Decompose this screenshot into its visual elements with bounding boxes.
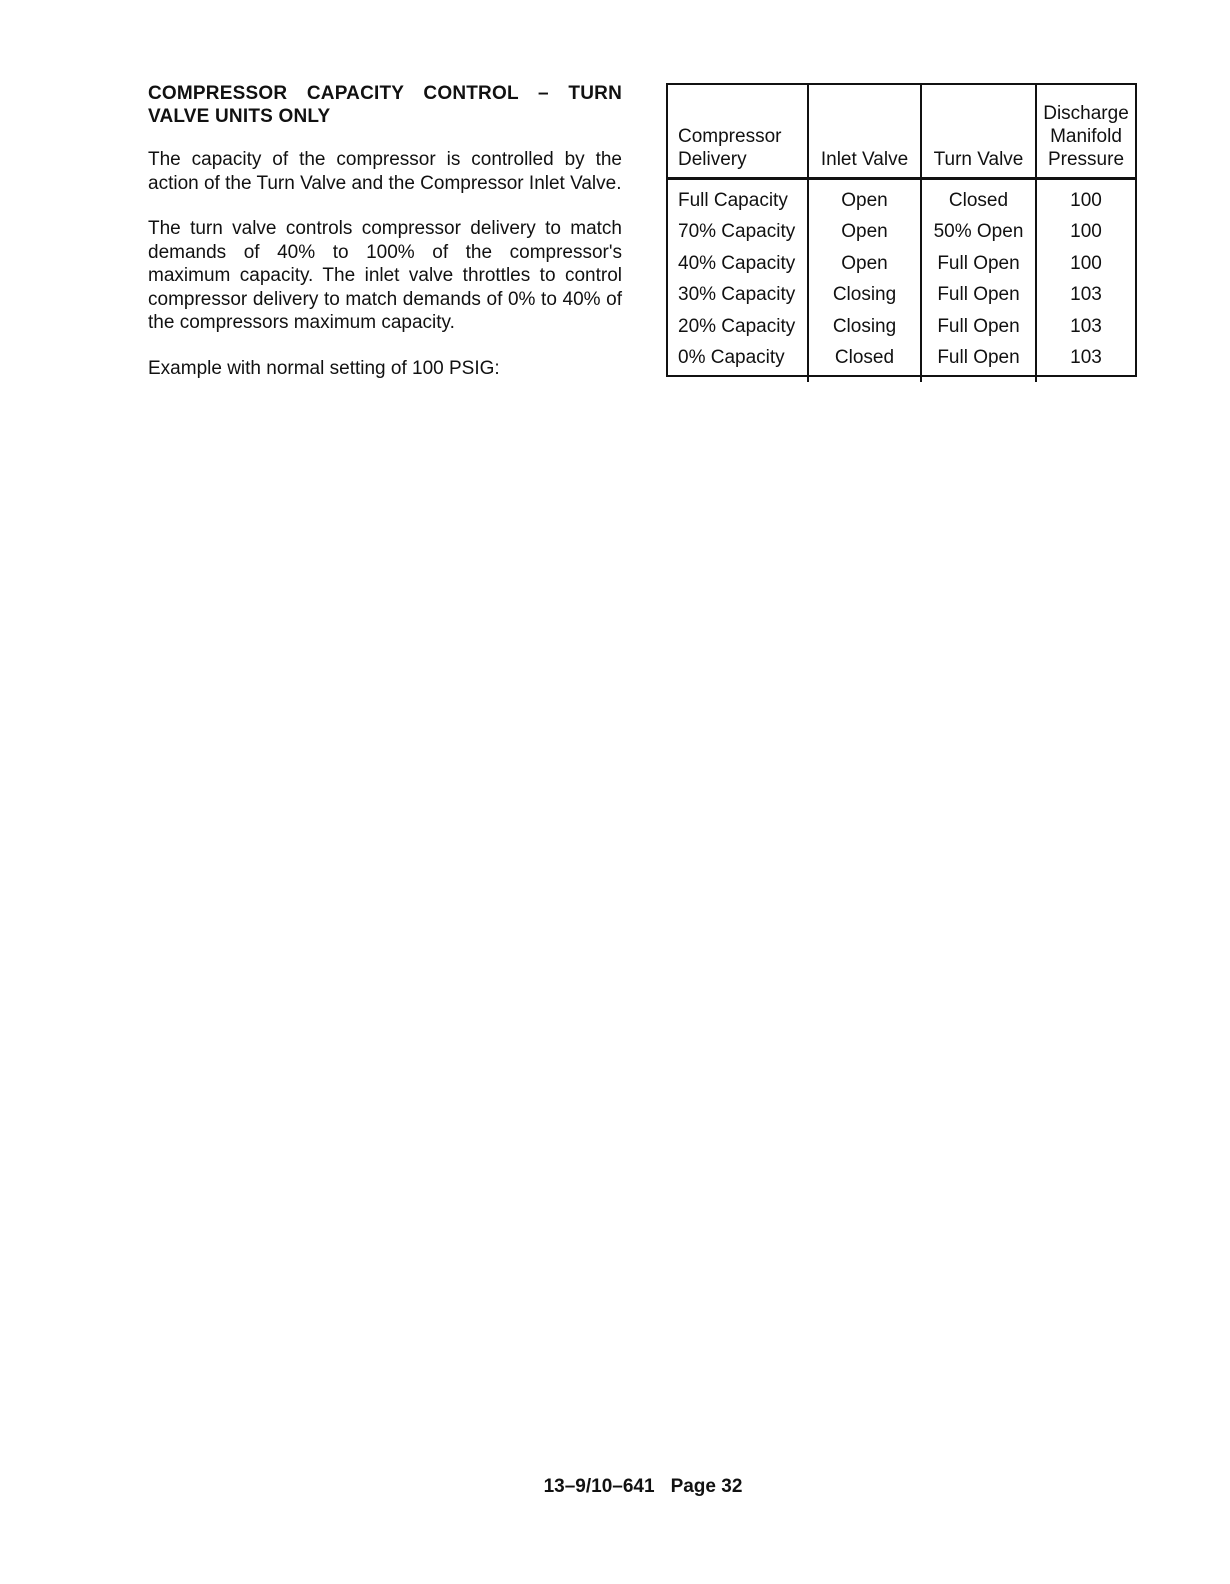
page-number: Page 32 (670, 1476, 743, 1497)
table-row (668, 343, 1135, 383)
cell-delivery: 70% Capacity (668, 217, 808, 249)
capacity-table-frame (666, 83, 1137, 377)
text-column (148, 82, 622, 402)
cell-inlet-valve: Closed (808, 343, 921, 383)
table-row (668, 248, 1135, 280)
header-compressor-delivery: Compressor Delivery (668, 85, 808, 179)
page-footer (0, 1476, 1230, 1498)
cell-turn-valve: Full Open (921, 280, 1036, 312)
cell-delivery: 40% Capacity (668, 248, 808, 280)
cell-pressure: 103 (1070, 315, 1102, 337)
cell-inlet-valve: Open (808, 248, 921, 280)
cell-pressure: 103 (1070, 284, 1102, 306)
cell-turn-valve: 50% Open (921, 217, 1036, 249)
cell-turn-valve: Closed (921, 179, 1036, 217)
cell-turn-valve: Full Open (921, 311, 1036, 343)
cell-pressure: 100 (1070, 189, 1102, 211)
header-inlet-valve: Inlet Valve (808, 85, 921, 179)
section-heading: COMPRESSOR CAPACITY CONTROL – TURN VALVE UNITS ONLY (148, 83, 622, 127)
header-turn-valve: Turn Valve (921, 85, 1036, 179)
cell-pressure: 100 (1070, 252, 1102, 274)
cell-inlet-valve: Open (808, 179, 921, 217)
cell-inlet-valve: Open (808, 217, 921, 249)
table-row (668, 280, 1135, 312)
cell-inlet-valve: Closing (808, 280, 921, 312)
cell-turn-valve: Full Open (921, 343, 1036, 383)
example-paragraph: Example with normal setting of 100 PSIG: (148, 357, 500, 379)
intro-paragraph: The capacity of the compressor is controlled by the action of the Turn Valve and the Compressor Inlet Valve. (148, 149, 622, 194)
table-row (668, 217, 1135, 249)
header-discharge-manifold-pressure: Discharge Manifold Pressure (1036, 85, 1135, 179)
cell-inlet-valve: Closing (808, 311, 921, 343)
table-row (668, 179, 1135, 217)
table-header-row (668, 85, 1135, 179)
cell-pressure: 103 (1070, 347, 1102, 369)
cell-delivery: 30% Capacity (668, 280, 808, 312)
turn-valve-paragraph: The turn valve controls compressor delivery to match demands of 40% to 100% of the compressor's maximum capacity. The inlet valve throttles to control compressor delivery to match demands of 0% to 40% of the compressors maximum capacity. (148, 218, 622, 333)
cell-delivery: 20% Capacity (668, 311, 808, 343)
cell-pressure: 100 (1070, 221, 1102, 243)
document-id: 13–9/10–641 (543, 1476, 655, 1497)
cell-turn-valve: Full Open (921, 248, 1036, 280)
cell-delivery: Full Capacity (668, 179, 808, 217)
capacity-table (668, 85, 1135, 382)
table-row (668, 311, 1135, 343)
cell-delivery: 0% Capacity (668, 343, 808, 383)
